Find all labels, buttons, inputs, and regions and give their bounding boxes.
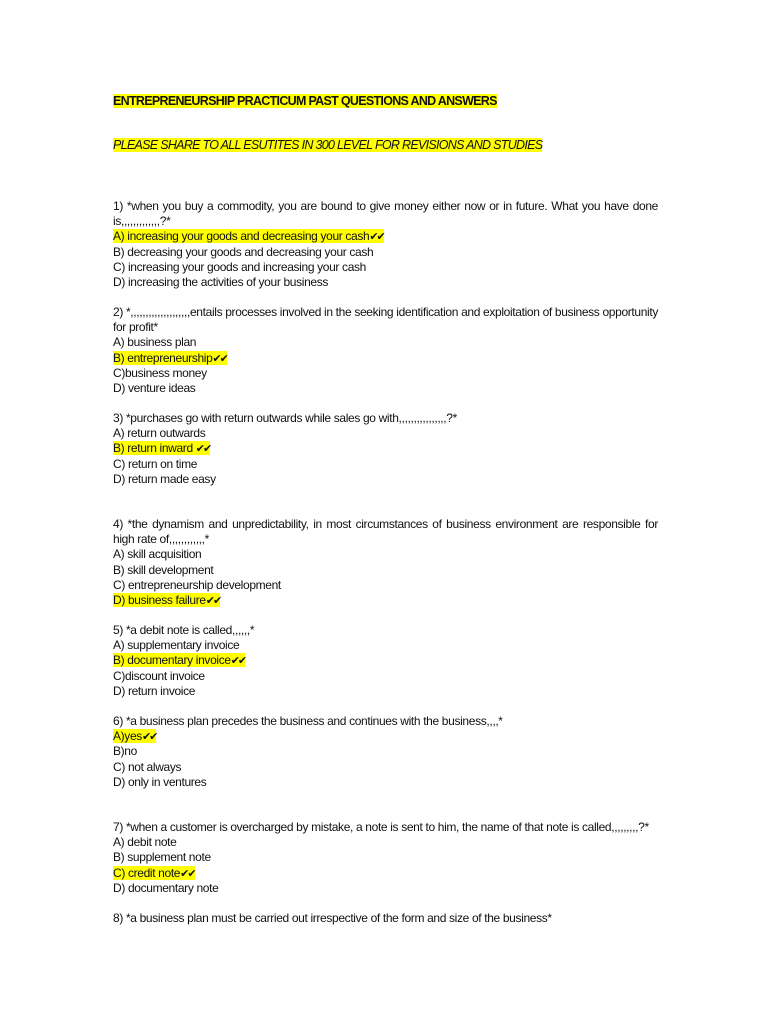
checkmark-icon: ✔✔ <box>212 351 227 365</box>
answer-option-label: C)discount invoice <box>113 668 205 683</box>
answer-option-label: D) increasing the activities of your business <box>113 275 329 290</box>
answer-option-correct <box>113 441 658 456</box>
answer-option-highlight <box>113 653 245 667</box>
answer-option-highlight <box>113 381 195 395</box>
answer-option <box>113 744 658 759</box>
answer-option-correct <box>113 351 658 366</box>
checkmark-icon: ✔✔ <box>369 230 384 244</box>
answer-option-label: B) skill development <box>113 562 214 577</box>
checkmark-icon: ✔✔ <box>195 442 211 456</box>
answer-option-highlight <box>113 441 210 455</box>
question-text: 2) *,,,,,,,,,,,,,,,,,,,,entails processes involved in the seeking identification and exploitation of business opportunity for profit* <box>113 305 658 335</box>
answer-option-highlight <box>113 275 328 289</box>
answer-option-highlight <box>113 578 281 592</box>
question-4 <box>113 517 658 608</box>
answer-option-highlight <box>113 638 239 652</box>
answer-option <box>113 669 658 684</box>
answer-option-label: C) credit note <box>113 865 181 880</box>
document-subtitle <box>113 138 542 153</box>
answer-option-label: B) decreasing your goods and decreasing your cash <box>113 244 374 259</box>
checkmark-icon: ✔✔ <box>230 654 246 668</box>
answer-option-highlight <box>113 245 373 259</box>
question-2 <box>113 305 658 396</box>
answer-option-highlight <box>113 729 156 743</box>
answer-option-highlight <box>113 850 211 864</box>
question-text: 6) *a business plan precedes the business and continues with the business,,,,* <box>113 714 503 728</box>
answer-option <box>113 775 658 790</box>
question-7 <box>113 820 658 896</box>
answer-option <box>113 426 658 441</box>
answer-option-label: B) return inward <box>113 441 196 456</box>
answer-option-highlight <box>113 351 227 365</box>
answer-option-correct <box>113 866 658 881</box>
answer-option-highlight <box>113 760 181 774</box>
answer-option-highlight <box>113 866 195 880</box>
answer-option-highlight <box>113 684 195 698</box>
answer-option-label: B) documentary invoice <box>113 653 231 668</box>
answer-option-highlight <box>113 593 220 607</box>
answer-option-correct <box>113 653 658 668</box>
answer-option-highlight <box>113 669 205 683</box>
answer-option-highlight <box>113 335 196 349</box>
answer-option <box>113 260 658 275</box>
question-text: 4) *the dynamism and unpredictability, in most circumstances of business environment are responsible for high rate of,,,,,,,,,,,,* <box>113 517 658 547</box>
answer-option-label: C) increasing your goods and increasing your cash <box>113 259 366 274</box>
answer-option-label: D) business failure <box>113 593 206 608</box>
answer-option-label: D) return made easy <box>113 471 216 486</box>
answer-option-label: B) entrepreneurship <box>113 350 213 365</box>
answer-option-correct <box>113 593 658 608</box>
question-text: 3) *purchases go with return outwards while sales go with,,,,,,,,,,,,,,,,?* <box>113 411 457 425</box>
question-text: 7) *when a customer is overcharged by mistake, a note is sent to him, the name of that note is called,,,,,,,,,?* <box>113 820 649 834</box>
checkmark-icon: ✔✔ <box>180 866 195 880</box>
answer-option-highlight <box>113 881 218 895</box>
answer-option <box>113 563 658 578</box>
answer-option-label: C) not always <box>113 759 182 774</box>
answer-option <box>113 245 658 260</box>
answer-option-highlight <box>113 744 137 758</box>
answer-option-label: D) return invoice <box>113 683 196 698</box>
answer-option-label: A) business plan <box>113 335 197 350</box>
question-8 <box>113 911 658 926</box>
answer-option <box>113 850 658 865</box>
question-5 <box>113 623 658 699</box>
answer-option-label: B) supplement note <box>113 850 211 865</box>
answer-option-highlight <box>113 260 366 274</box>
answer-option-highlight <box>113 835 177 849</box>
answer-option-label: A)yes <box>113 729 142 744</box>
answer-option-correct <box>113 729 658 744</box>
answer-option-label: C) return on time <box>113 456 198 471</box>
question-3 <box>113 411 658 487</box>
answer-option-label: A) debit note <box>113 835 177 850</box>
answer-option <box>113 760 658 775</box>
checkmark-icon: ✔✔ <box>141 730 157 744</box>
answer-option <box>113 578 658 593</box>
answer-option-highlight <box>113 426 205 440</box>
answer-option-correct <box>113 229 658 244</box>
answer-option-label: A) supplementary invoice <box>113 638 240 653</box>
answer-option <box>113 881 658 896</box>
answer-option-label: B)no <box>113 744 137 759</box>
answer-option-label: D) only in ventures <box>113 774 207 789</box>
document-title-text: ENTREPRENEURSHIP PRACTICUM PAST QUESTIONS AND ANSWERS <box>113 94 497 108</box>
answer-option <box>113 381 658 396</box>
answer-option-highlight <box>113 457 197 471</box>
question-6 <box>113 714 658 790</box>
answer-option-label: A) skill acquisition <box>113 547 202 562</box>
answer-option <box>113 684 658 699</box>
answer-option <box>113 335 658 350</box>
answer-option-highlight <box>113 229 384 243</box>
answer-option-highlight <box>113 547 201 561</box>
question-text: 8) *a business plan must be carried out irrespective of the form and size of the business* <box>113 911 552 925</box>
document-subtitle-text: PLEASE SHARE TO ALL ESUTITES IN 300 LEVEL FOR REVISIONS AND STUDIES <box>113 138 543 152</box>
answer-option-highlight <box>113 472 216 486</box>
answer-option-label: D) venture ideas <box>113 381 196 396</box>
answer-option-label: A) increasing your goods and decreasing your cash <box>113 229 370 244</box>
question-text: 1) *when you buy a commodity, you are bound to give money either now or in future. What you have done is,,,,,,,,,,,,,?* <box>113 199 658 229</box>
answer-option-label: A) return outwards <box>113 426 206 441</box>
answer-option <box>113 547 658 562</box>
answer-option-label: C) entrepreneurship development <box>113 577 281 592</box>
answer-option <box>113 638 658 653</box>
answer-option <box>113 366 658 381</box>
answer-option-label: D) documentary note <box>113 880 219 895</box>
answer-option-highlight <box>113 563 213 577</box>
question-text: 5) *a debit note is called,,,,,,* <box>113 623 255 637</box>
answer-option <box>113 472 658 487</box>
question-1 <box>113 199 658 290</box>
document-title <box>113 94 497 109</box>
answer-option <box>113 835 658 850</box>
answer-option <box>113 457 658 472</box>
answer-option-highlight <box>113 366 207 380</box>
answer-option-label: C)business money <box>113 365 207 380</box>
answer-option <box>113 275 658 290</box>
checkmark-icon: ✔✔ <box>205 594 221 608</box>
answer-option-highlight <box>113 775 206 789</box>
